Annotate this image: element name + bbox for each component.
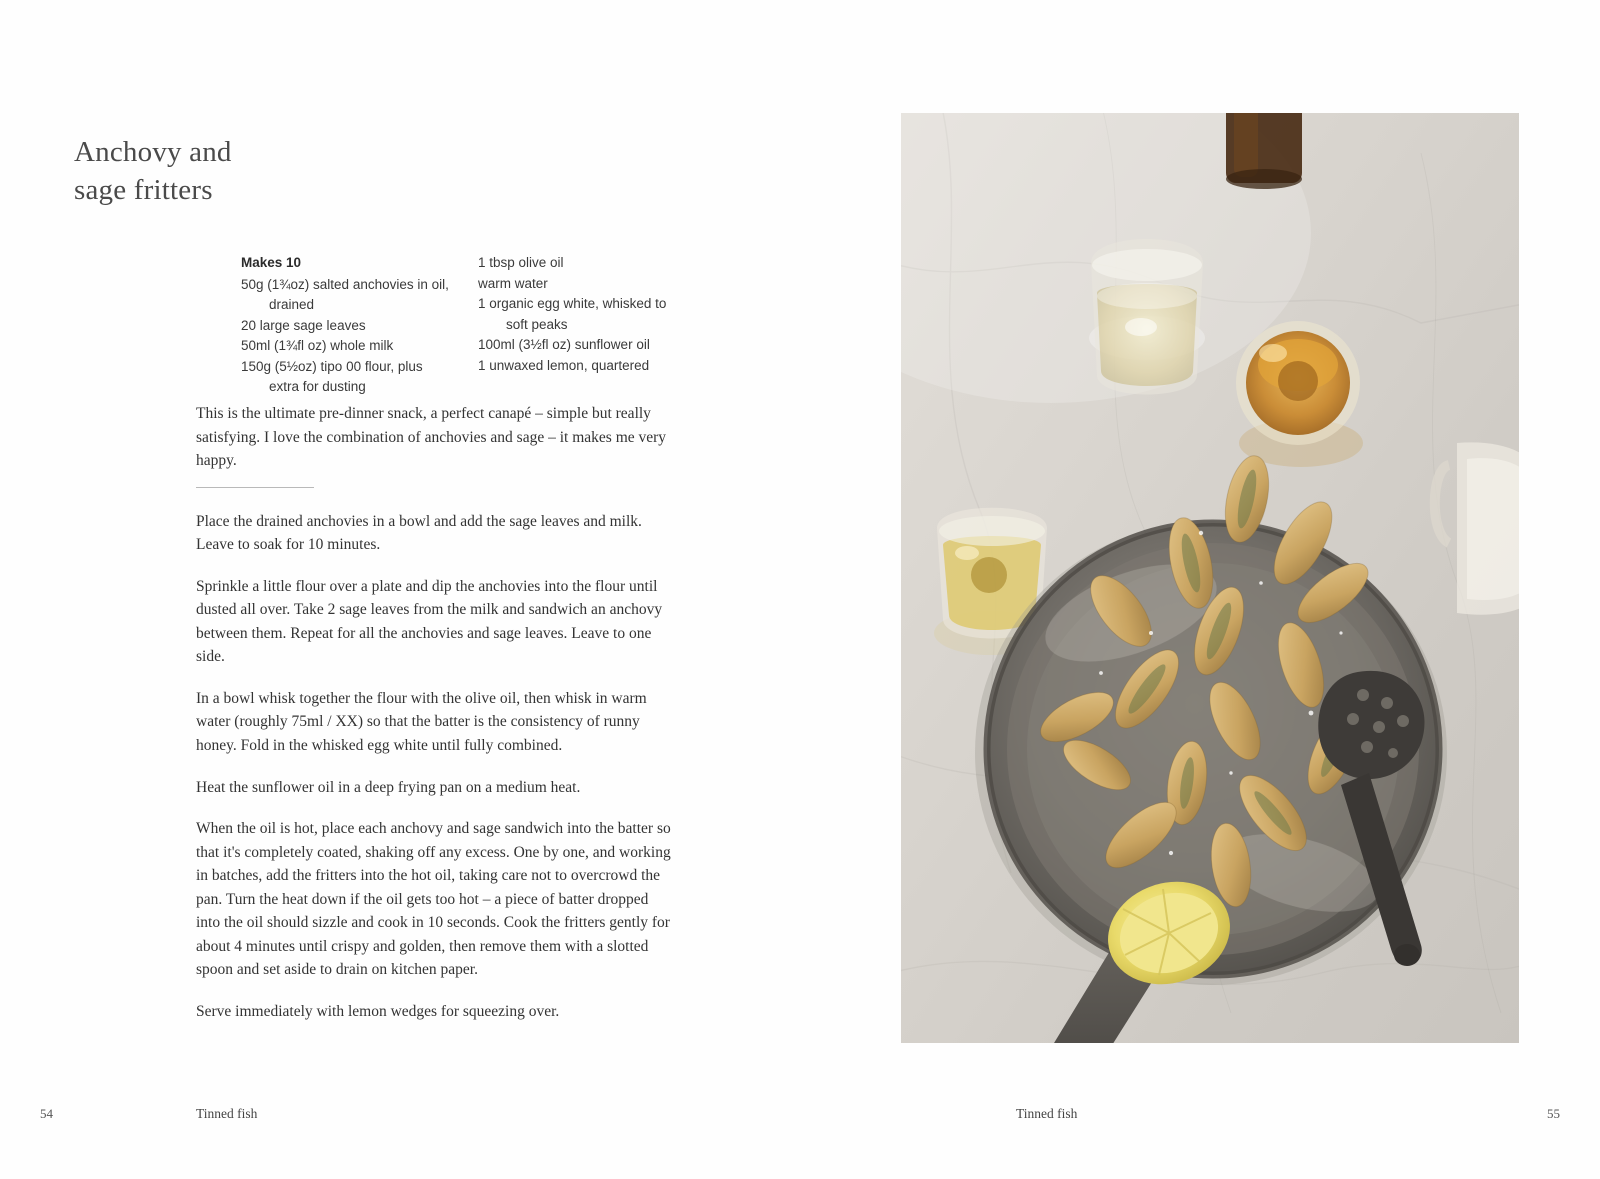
ingredient-item: 1 organic egg white, whisked to [478, 296, 667, 312]
ingredient-item: drained [269, 297, 315, 313]
ingredient-item: 100ml (3½fl oz) sunflower oil [478, 337, 650, 353]
page-title [74, 134, 494, 208]
ingredient-item: warm water [478, 275, 548, 291]
ingredient-item: 50g (1¾oz) salted anchovies in oil, [241, 276, 449, 292]
recipe-step: Sprinkle a little flour over a plate and dip the anchovies into the flour until dusted all over. Take 2 sage leaves from the milk and sandwich an anchovy between them. Repeat for all the anchovies and sage leaves. Leave to one side. [196, 577, 663, 666]
recipe-body [196, 402, 676, 1041]
page-number-left: 54 [40, 1106, 53, 1121]
ingredients-column-left [241, 253, 456, 398]
yield-label: Makes 10 [241, 255, 302, 270]
bottle [1226, 113, 1302, 189]
ingredients-column-right [478, 253, 693, 398]
ingredient-item: 1 unwaxed lemon, quartered [478, 357, 650, 373]
recipe-step: Place the drained anchovies in a bowl and add the sage leaves and milk. Leave to soak for 10 minutes. [196, 512, 642, 554]
recipe-photo [901, 113, 1519, 1043]
recipe-step: Heat the sunflower oil in a deep frying pan on a medium heat. [196, 778, 581, 796]
amber-glass [1236, 321, 1363, 467]
page-right [800, 0, 1600, 1179]
running-head-left: Tinned fish [196, 1106, 258, 1121]
recipe-step: Serve immediately with lemon wedges for squeezing over. [196, 1002, 560, 1020]
wine-glass-clear [1089, 239, 1205, 395]
ingredient-item: 20 large sage leaves [241, 317, 366, 333]
ingredient-item: 1 tbsp olive oil [478, 255, 564, 270]
recipe-title-line-1: Anchovy and [74, 136, 232, 169]
recipe-step: When the oil is hot, place each anchovy and sage sandwich into the batter so that it's completely coated, shaking off any excess. One by one, and working in batches, add the fritters into the hot oil, taking care not to overcrowd the pan. Turn the heat down if the oil gets too hot – a piece of batter dropped into the oil should sizzle and cook in 10 seconds. Cook the fritters gently for about 4 minutes until crispy and golden, then remove them with a slotted spoon and set aside to drain on kitchen paper. [196, 820, 671, 979]
ingredient-item: 50ml (1¾fl oz) whole milk [241, 338, 394, 354]
recipe-intro: This is the ultimate pre-dinner snack, a perfect canapé – simple but really satisfying. I love the combination of anchovies and sage – it makes me very happy. [196, 405, 667, 470]
ingredients-block [241, 253, 711, 398]
recipe-step: In a bowl whisk together the flour with the olive oil, then whisk in warm water (roughly 75ml / XX) so that the batter is the consistency of runny honey. Fold in the whisked egg white until fully combined. [196, 689, 647, 755]
page-number-right: 55 [1547, 1106, 1560, 1121]
ingredient-item: extra for dusting [269, 379, 366, 395]
ingredient-item: 150g (5½oz) tipo 00 flour, plus [241, 358, 423, 374]
ingredient-item: soft peaks [506, 316, 568, 332]
recipe-title-line-2: sage fritters [74, 173, 213, 206]
running-head-right: Tinned fish [1016, 1106, 1078, 1121]
section-divider [196, 487, 314, 488]
